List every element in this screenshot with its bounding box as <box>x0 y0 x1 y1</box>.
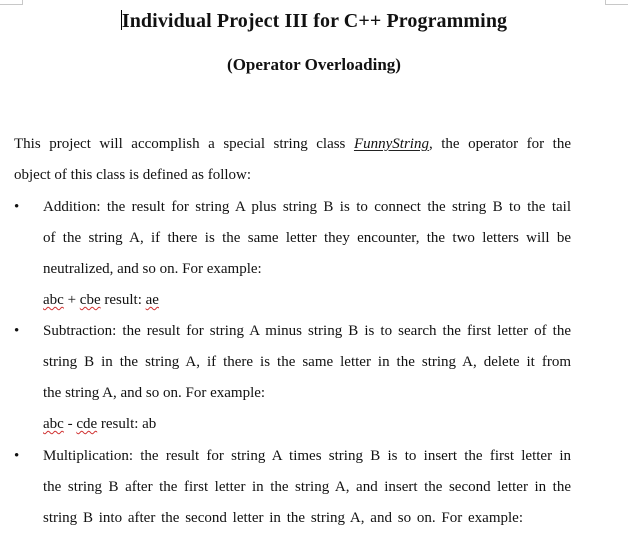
document-subtitle: (Operator Overloading) <box>227 55 401 74</box>
class-name: FunnyString <box>353 136 429 152</box>
example-operand-a: abc <box>43 416 64 432</box>
addition-example <box>43 291 159 309</box>
subtraction-line-1: Subtraction: the result for string A minus string B is to search the first letter of the <box>43 323 571 339</box>
bullet-addition: • <box>14 199 20 215</box>
addition-line-2: of the string A, if there is the same letter they encounter, the two letters will be <box>43 230 571 246</box>
document-title-text: Individual Project III for C++ Programming <box>121 10 508 32</box>
example-operand-a: abc <box>43 292 64 308</box>
example-operand-b: cde <box>76 416 98 432</box>
page-corner-mark-right <box>605 0 628 5</box>
example-operator: - <box>63 416 77 432</box>
example-operator: + <box>63 292 80 308</box>
subtraction-line-3: the string A, and so on. For example: <box>43 385 266 401</box>
subtraction-line-2: string B in the string A, if there is the same letter in the string A, delete it from <box>43 354 571 370</box>
addition-line-1: Addition: the result for string A plus string B is to connect the string B to the tail <box>43 199 571 215</box>
multiplication-line-2: the string B after the first letter in the string A, and insert the second letter in the <box>43 479 571 495</box>
multiplication-line-1: Multiplication: the result for string A times string B is to insert the first letter in <box>43 448 571 464</box>
bullet-multiplication: • <box>14 448 20 464</box>
example-operand-b: cbe <box>79 292 101 308</box>
bullet-subtraction: • <box>14 323 20 339</box>
document-title[interactable] <box>0 10 628 33</box>
example-result-label: result: <box>100 292 146 308</box>
multiplication-line-3: string B into after the second letter in the string A, and so on. For example: <box>43 510 523 526</box>
example-result-label: result: ab <box>97 416 157 432</box>
example-result: ae <box>145 292 159 308</box>
intro-text: This project will accomplish a special string class <box>14 136 354 152</box>
intro-line-2: object of this class is defined as follow: <box>14 167 252 183</box>
addition-line-3: neutralized, and so on. For example: <box>43 261 262 277</box>
page-corner-mark-left <box>0 0 23 5</box>
subtraction-example <box>43 415 156 433</box>
intro-line-1 <box>14 135 571 153</box>
intro-text: , the operator for the <box>428 136 571 152</box>
